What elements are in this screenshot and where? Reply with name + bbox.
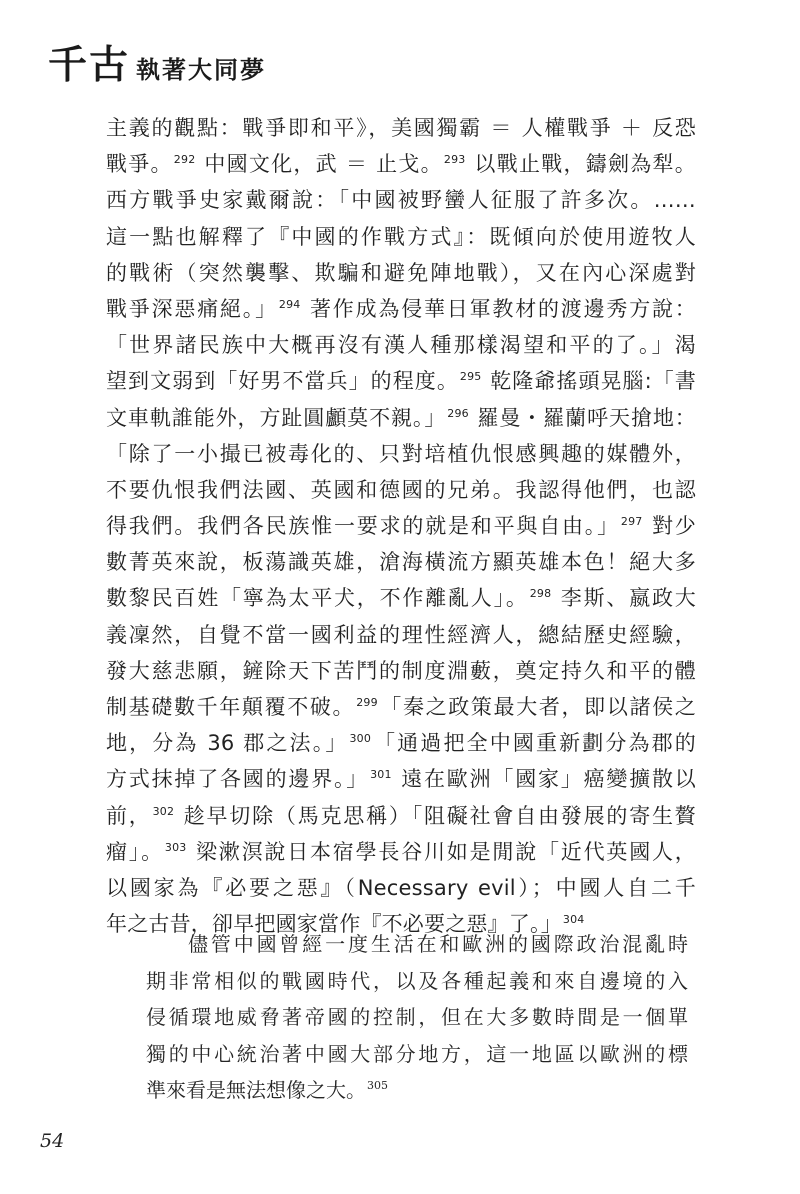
text-run: 著作成為侵華日軍教材的渡邊秀方說： (301, 296, 696, 321)
body-line (106, 508, 696, 544)
text-run: 發大慈悲願，鏟除天下苦鬥的制度淵藪，奠定持久和平的體 (106, 658, 696, 683)
text-run: 對少 (643, 514, 696, 539)
page-number: 54 (40, 1130, 65, 1152)
footnote-ref: 295 (459, 370, 482, 384)
text-run: 「秦之政策最大者，即以諸侯之 (378, 695, 696, 719)
running-header (48, 34, 266, 90)
text-run: 期非常相似的戰國時代，以及各種起義和來自邊境的入 (146, 968, 688, 993)
footnote-ref: 305 (367, 1079, 388, 1092)
quote-line (146, 1036, 688, 1073)
footnote-ref: 304 (562, 913, 585, 927)
body-line (106, 110, 696, 146)
text-run: 望到文弱到「好男不當兵」的程度。 (106, 369, 459, 394)
text-run: 數黎民百姓「寧為太平犬，不作離亂人」。 (106, 586, 529, 611)
body-line (106, 436, 696, 472)
text-run: 方式抹掉了各國的邊界。」 (106, 767, 370, 792)
body-line (106, 291, 696, 327)
body-line (106, 798, 696, 834)
text-run: 以國家為『必要之惡』（Necessary evil）；中國人自二千 (106, 875, 696, 900)
text-run: 文車軌誰能外，方趾圓顱莫不親。」 (106, 405, 447, 430)
text-run: 西方戰爭史家戴爾說：「中國被野蠻人征服了許多次。…… (106, 188, 696, 213)
text-run: 不要仇恨我們法國、英國和德國的兄弟。我認得他們，也認 (106, 477, 696, 502)
text-run: 義凜然，自覺不當一國利益的理性經濟人，總結歷史經驗， (106, 622, 696, 647)
text-run: 侵循環地威脅著帝國的控制，但在大多數時間是一個單 (146, 1005, 688, 1029)
text-run: 主義的觀點：戰爭即和平》，美國獨霸 ＝ 人權戰爭 ＋ 反恐 (106, 116, 696, 140)
body-line (106, 327, 696, 363)
footnote-ref: 299 (356, 696, 378, 709)
text-run: 乾隆爺搖頭晃腦:「書 (482, 369, 697, 394)
footnote-ref: 294 (278, 297, 301, 311)
body-line (106, 580, 696, 616)
body-line (106, 544, 696, 580)
footnote-ref: 296 (447, 406, 469, 420)
text-run: 儘管中國曾經一度生活在和歐洲的國際政治混亂時 (188, 932, 688, 956)
text-run: 數菁英來說，板蕩識英雄，滄海橫流方顯英雄本色！絕大多 (106, 550, 696, 575)
quote-line (146, 1072, 688, 1109)
text-run: 梁漱溟說日本宿學長谷川如是閒說「近代英國人， (187, 839, 696, 864)
footnote-ref: 302 (152, 804, 175, 818)
text-run: 「世界諸民族中大概再沒有漢人種那樣渴望和平的了。」渴 (106, 333, 696, 358)
text-run: 制基礎數千年顛覆不破。 (106, 695, 356, 719)
quote-line (146, 999, 688, 1036)
body-line (106, 870, 696, 906)
body-line (106, 834, 696, 870)
footnote-ref: 293 (443, 153, 466, 167)
body-line (106, 219, 696, 255)
text-run: 趁早切除（馬克思稱）「阻礙社會自由發展的寄生贅 (175, 803, 696, 828)
text-run: 年之古昔，卻早把國家當作『不必要之惡』了。」 (106, 912, 562, 937)
body-line (106, 617, 696, 653)
footnote-ref: 297 (620, 515, 643, 529)
text-run: 準來看是無法想像之大。 (146, 1078, 366, 1102)
body-line (106, 689, 696, 725)
text-run: 瘤」。 (106, 839, 164, 864)
body-line (106, 400, 696, 436)
body-line (106, 725, 696, 761)
body-paragraph (106, 110, 696, 942)
text-run: 中國文化，武 ＝ 止戈。 (196, 152, 443, 177)
footnote-ref: 303 (164, 840, 187, 854)
text-run: 遠在歐洲「國家」癌變擴散以 (392, 767, 696, 792)
body-line (106, 761, 696, 797)
text-run: 羅曼・羅蘭呼天搶地： (469, 405, 697, 430)
text-run: 這一點也解釋了『中國的作戰方式』：既傾向於使用遊牧人 (106, 224, 696, 249)
book-title-sub: 執著大同夢 (136, 55, 267, 84)
text-run: 地，分為 36 郡之法。」 (106, 731, 349, 756)
block-quote (146, 926, 688, 1109)
body-line (106, 255, 696, 291)
quote-line (146, 963, 688, 1000)
body-line (106, 472, 696, 508)
text-run: 得我們。我們各民族惟一要求的就是和平與自由。」 (106, 514, 620, 539)
text-run: 戰爭。 (106, 152, 173, 177)
footnote-ref: 300 (349, 732, 372, 746)
footnote-ref: 292 (173, 153, 196, 167)
text-run: 李斯、嬴政大 (552, 586, 696, 611)
text-run: 「除了一小撮已被毒化的、只對培植仇恨感興趣的媒體外， (106, 441, 696, 466)
body-line (106, 653, 696, 689)
text-run: 「通過把全中國重新劃分為郡的 (372, 731, 696, 756)
body-line (106, 182, 696, 218)
text-run: 前， (106, 803, 152, 828)
body-line (106, 363, 696, 399)
book-title-main: 千古 (48, 42, 131, 88)
text-run: 的戰術（突然襲擊、欺騙和避免陣地戰），又在內心深處對 (106, 260, 696, 285)
text-run: 獨的中心統治著中國大部分地方，這一地區以歐洲的標 (146, 1041, 688, 1066)
footnote-ref: 301 (370, 768, 392, 782)
quote-line (146, 926, 688, 963)
text-run: 以戰止戰，鑄劍為犁。 (466, 152, 697, 177)
text-run: 戰爭深惡痛絕。」 (106, 296, 278, 321)
body-line (106, 146, 696, 182)
footnote-ref: 298 (529, 587, 552, 601)
